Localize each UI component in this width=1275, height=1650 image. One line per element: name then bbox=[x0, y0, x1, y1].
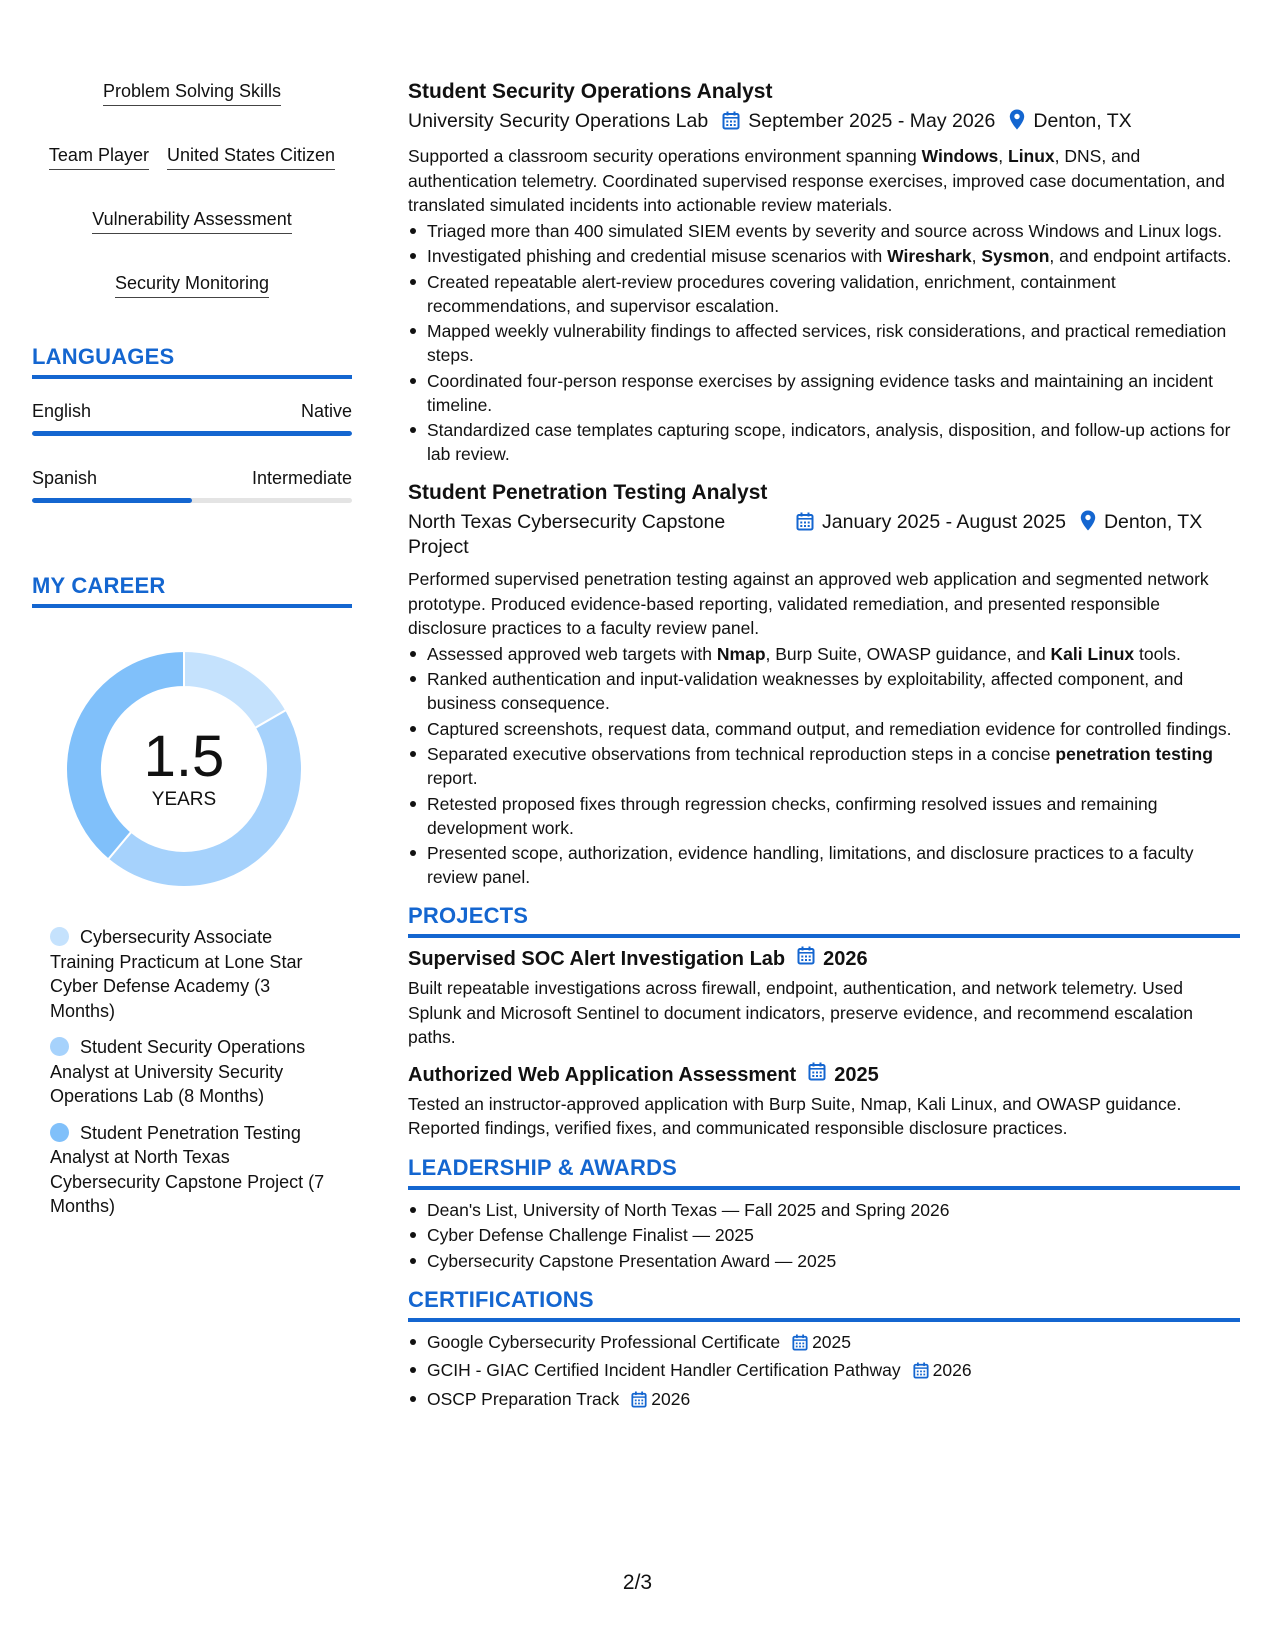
language-row bbox=[32, 468, 352, 489]
project-name: Authorized Web Application Assessment bbox=[408, 1063, 797, 1086]
map-pin-icon bbox=[1080, 510, 1096, 538]
job-location-wrap bbox=[1009, 109, 1131, 137]
calendar-icon bbox=[797, 946, 815, 973]
job-location-wrap bbox=[1080, 510, 1202, 538]
certification-year: 2026 bbox=[932, 1360, 972, 1380]
legend-dot bbox=[50, 1037, 69, 1056]
job-bullet: Retested proposed fixes through regression checks, confirming resolved issues and remaining development work. bbox=[408, 792, 1240, 840]
donut-center bbox=[66, 651, 302, 887]
calendar-icon bbox=[808, 1062, 826, 1089]
job-meta bbox=[408, 510, 1240, 560]
projects-section bbox=[408, 903, 1240, 1141]
skill-tag: United States Citizen bbox=[167, 144, 335, 170]
language-bar-fill bbox=[32, 498, 192, 503]
award-item: Dean's List, University of North Texas — Fall 2025 and Spring 2026 bbox=[408, 1198, 1240, 1222]
job-bullet: Captured screenshots, request data, command output, and remediation evidence for controlled findings. bbox=[408, 717, 1240, 741]
language-bar bbox=[32, 431, 352, 436]
career-legend-text: Student Penetration Testing Analyst at North Texas Cybersecurity Capstone Project (7 Months) bbox=[50, 1122, 325, 1216]
career-legend-text: Student Security Operations Analyst at University Security Operations Lab (8 Months) bbox=[50, 1037, 306, 1106]
skill-tag: Security Monitoring bbox=[115, 272, 269, 298]
certification-year: 2025 bbox=[812, 1331, 852, 1352]
career-legend-item bbox=[50, 1121, 328, 1219]
job-bullet: Investigated phishing and credential misuse scenarios with Wireshark, Sysmon, and endpoint artifacts. bbox=[408, 244, 1240, 268]
award-item: Cybersecurity Capstone Presentation Award — 2025 bbox=[408, 1249, 1240, 1273]
project-title bbox=[408, 1062, 1240, 1089]
experience-entry bbox=[408, 78, 1240, 466]
job-organization: North Texas Cybersecurity Capstone Project bbox=[408, 511, 726, 558]
job-bullet: Presented scope, authorization, evidence handling, limitations, and disclosure practices to a faculty review panel. bbox=[408, 841, 1240, 889]
career-legend-item bbox=[50, 1035, 328, 1109]
award-item: Cyber Defense Challenge Finalist — 2025 bbox=[408, 1223, 1240, 1247]
job-bullet: Mapped weekly vulnerability findings to affected services, risk considerations, and practical remediation steps. bbox=[408, 319, 1240, 367]
job-meta bbox=[408, 109, 1240, 137]
project-description: Tested an instructor-approved application with Burp Suite, Nmap, Kali Linux, and OWASP guidance. Reported findings, verified fixes, and communicated responsible disclosure practices. bbox=[408, 1093, 1182, 1138]
awards-heading: LEADERSHIP & AWARDS bbox=[408, 1155, 1240, 1190]
projects-heading: PROJECTS bbox=[408, 903, 1240, 938]
project-entry bbox=[408, 946, 1240, 1050]
certifications-list bbox=[408, 1330, 1240, 1414]
certifications-heading: CERTIFICATIONS bbox=[408, 1287, 1240, 1322]
calendar-icon bbox=[792, 1333, 808, 1357]
certification-year: 2026 bbox=[651, 1388, 691, 1409]
career-legend bbox=[32, 925, 352, 1219]
job-dates: September 2025 - May 2026 bbox=[748, 110, 996, 132]
job-dates-wrap bbox=[796, 510, 1066, 538]
project-entry bbox=[408, 1062, 1240, 1141]
job-title: Student Security Operations Analyst bbox=[408, 80, 773, 103]
skills-list bbox=[32, 80, 352, 298]
certification-name: Google Cybersecurity Professional Certificate bbox=[427, 1331, 781, 1352]
skill-tag: Team Player bbox=[49, 144, 149, 170]
certifications-section bbox=[408, 1287, 1240, 1414]
languages-section bbox=[32, 344, 352, 503]
total-years-value: 1.5 bbox=[143, 724, 225, 789]
language-level: Intermediate bbox=[251, 468, 352, 488]
job-description: Performed supervised penetration testing against an approved web application and segmented network prototype. Produced evidence-based reporting, validated remediation, and presented responsible disclosure practices to a faculty review panel. bbox=[408, 569, 1209, 638]
project-year: 2025 bbox=[834, 1063, 879, 1086]
career-section bbox=[32, 573, 352, 1219]
legend-dot bbox=[50, 1123, 69, 1142]
language-bar-fill bbox=[32, 431, 352, 436]
total-years-unit: YEARS bbox=[151, 789, 217, 810]
job-bullet: Ranked authentication and input-validation weaknesses by exploitability, affected component, and business consequence. bbox=[408, 667, 1240, 715]
job-dates-wrap bbox=[722, 109, 995, 137]
job-bullet: Triaged more than 400 simulated SIEM events by severity and source across Windows and Linux logs. bbox=[408, 219, 1240, 243]
job-organization: University Security Operations Lab bbox=[408, 110, 709, 132]
career-legend-item bbox=[50, 925, 328, 1023]
sidebar bbox=[32, 80, 352, 1231]
job-bullet: Assessed approved web targets with Nmap, Burp Suite, OWASP guidance, and Kali Linux tools. bbox=[408, 642, 1240, 666]
certification-item bbox=[408, 1358, 1240, 1385]
skill-tag: Problem Solving Skills bbox=[103, 80, 281, 106]
job-bullet: Coordinated four-person response exercises by assigning evidence tasks and maintaining an incident timeline. bbox=[408, 369, 1240, 417]
calendar-icon bbox=[796, 512, 814, 538]
calendar-icon bbox=[913, 1361, 929, 1385]
job-location: Denton, TX bbox=[1033, 110, 1132, 132]
certification-name: GCIH - GIAC Certified Incident Handler Certification Pathway bbox=[427, 1360, 901, 1380]
calendar-icon bbox=[631, 1390, 647, 1414]
awards-list bbox=[408, 1198, 1240, 1273]
project-description: Built repeatable investigations across firewall, endpoint, authentication, and network telemetry. Used Splunk and Microsoft Sentinel to document indicators, preserve evidence, and recommend escalation paths. bbox=[408, 978, 1194, 1047]
language-bar bbox=[32, 498, 352, 503]
project-year: 2026 bbox=[823, 948, 868, 970]
certification-item bbox=[408, 1330, 1240, 1357]
main-content bbox=[408, 78, 1240, 1415]
job-bullet: Separated executive observations from technical reproduction steps in a concise penetration testing report. bbox=[408, 742, 1240, 790]
page-number: 2/3 bbox=[622, 1571, 653, 1594]
legend-dot bbox=[50, 927, 69, 946]
languages-heading: LANGUAGES bbox=[32, 344, 352, 379]
language-name: English bbox=[32, 401, 92, 421]
certification-name: OSCP Preparation Track bbox=[427, 1388, 620, 1409]
job-bullet: Standardized case templates capturing scope, indicators, analysis, disposition, and follow-up actions for lab review. bbox=[408, 418, 1240, 466]
language-row bbox=[32, 401, 352, 422]
career-legend-text: Cybersecurity Associate Training Practicum at Lone Star Cyber Defense Academy (3 Months) bbox=[50, 927, 303, 1021]
calendar-icon bbox=[722, 111, 740, 137]
project-name: Supervised SOC Alert Investigation Lab bbox=[408, 948, 786, 970]
skill-tag: Vulnerability Assessment bbox=[92, 208, 291, 234]
job-bullet: Created repeatable alert-review procedures covering validation, enrichment, containment recommendations, and supervisor escalation. bbox=[408, 270, 1240, 318]
awards-section bbox=[408, 1155, 1240, 1273]
certification-item bbox=[408, 1387, 1240, 1414]
career-heading: MY CAREER bbox=[32, 573, 352, 608]
career-donut-chart bbox=[66, 651, 302, 887]
language-level: Native bbox=[300, 401, 352, 421]
project-title bbox=[408, 946, 1240, 973]
job-description: Supported a classroom security operations environment spanning Windows, Linux, DNS, and authentication telemetry. Coordinated supervised response exercises, improved case documentation, and translated simulated incidents into actionable review materials. bbox=[408, 146, 1225, 215]
job-bullets bbox=[408, 219, 1240, 467]
job-bullets bbox=[408, 642, 1240, 890]
map-pin-icon bbox=[1009, 109, 1025, 137]
job-location: Denton, TX bbox=[1103, 511, 1203, 533]
language-name: Spanish bbox=[32, 468, 98, 488]
job-title: Student Penetration Testing Analyst bbox=[408, 481, 768, 504]
experience-entry bbox=[408, 479, 1240, 889]
job-dates: January 2025 - August 2025 bbox=[822, 511, 1066, 533]
